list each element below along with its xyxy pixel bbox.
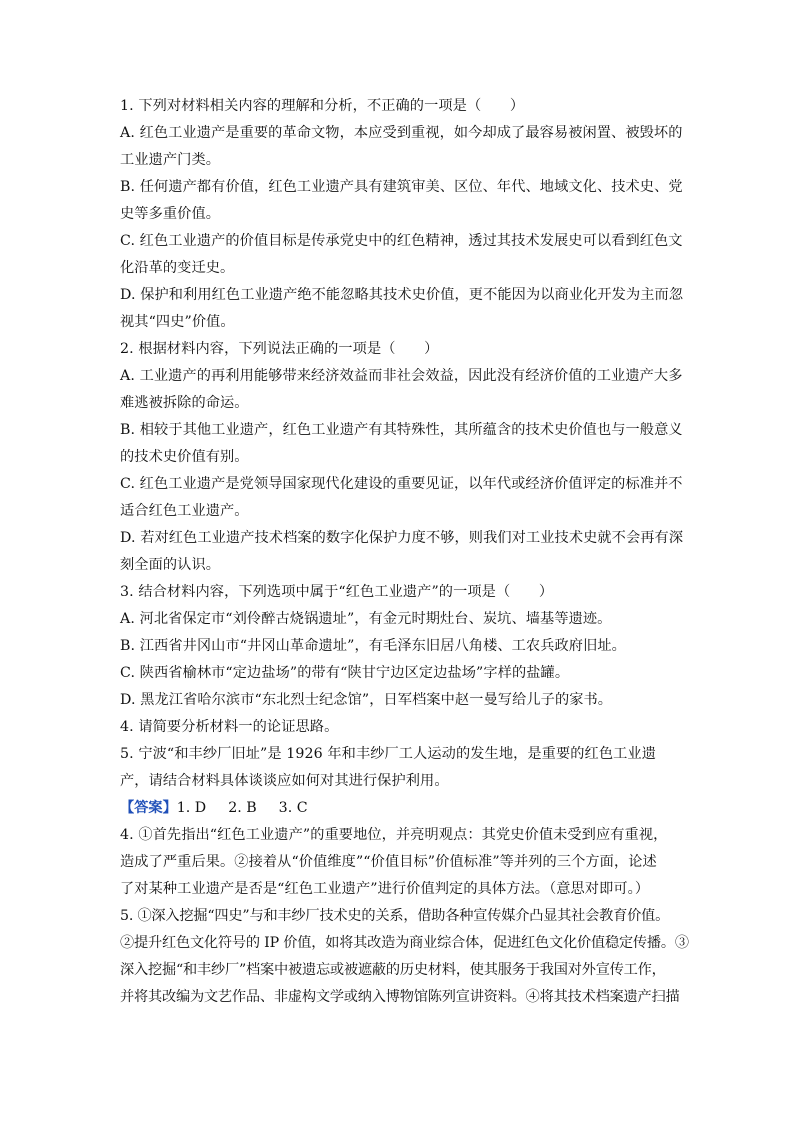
question-2-stem: 2. 根据材料内容，下列说法正确的一项是（ ） [120,341,439,357]
question-5-stem-line-1: 5. 宁波“和丰纱厂旧址”是 1926 年和丰纱厂工人运动的发生地，是重要的红色工业遗 [120,746,656,762]
question-4-stem: 4. 请简要分析材料一的论证思路。 [120,719,339,735]
question-3-option-c: C. 陕西省榆林市“定边盐场”的带有“陕甘宁边区定边盐场”字样的盐罐。 [120,665,570,681]
answer-items [177,800,308,816]
question-5-stem-line-2: 产，请结合材料具体谈谈应如何对其进行保护利用。 [120,773,449,789]
answer-item-1: 1. D [176,800,207,816]
answer-4-line-2: 造成了严重后果。②接着从“价值维度”“价值目标”价值标准”等并列的三个方面，论述 [120,854,657,870]
question-1-option-a-line-1: A. 红色工业遗产是重要的革命文物，本应受到重视，如今却成了最容易被闲置、被毁坏的 [120,125,683,141]
answer-item-3: 3. C [278,800,308,816]
question-1-option-c-line-1: C. 红色工业遗产的价值目标是传承党史中的红色精神，透过其技术发展史可以看到红色文 [120,233,683,249]
document-page [120,93,689,1011]
question-1-stem: 1. 下列对材料相关内容的理解和分析，不正确的一项是（ ） [120,98,525,114]
question-2-option-b-line-1: B. 相较于其他工业遗产，红色工业遗产有其特殊性，其所蕴含的技术史价值也与一般意义 [120,422,683,438]
answer-5-line-4: 并将其改编为文艺作品、非虚构文学或纳入博物馆陈列宣讲资料。④将其技术档案遗产扫描 [120,989,680,1005]
question-2-option-c-line-1: C. 红色工业遗产是党领导国家现代化建设的重要见证，以年代或经济价值评定的标准并不 [120,476,683,492]
answer-4-line-1: 4. ①首先指出“红色工业遗产”的重要地位，并亮明观点：其党史价值未受到应有重视， [120,827,668,843]
question-2-option-a-line-1: A. 工业遗产的再利用能够带来经济效益而非社会效益，因此没有经济价值的工业遗产大多 [120,368,683,384]
question-1-option-b-line-1: B. 任何遗产都有价值，红色工业遗产具有建筑审美、区位、年代、地域文化、技术史、党 [120,179,683,195]
answer-4-line-3: 了对某种工业遗产是否是“红色工业遗产”进行价值判定的具体方法。（意思对即可。） [120,881,650,897]
question-1-option-d-line-1: D. 保护和利用红色工业遗产绝不能忽略其技术史价值，更不能因为以商业化开发为主而忽 [120,287,684,303]
answer-tag: 【答案】 [120,800,177,816]
question-3-stem: 3. 结合材料内容，下列选项中属于“红色工业遗产”的一项是（ ） [120,584,554,600]
question-2-option-c-line-2: 适合红色工业遗产。 [120,503,249,519]
answer-5-line-1: 5. ①深入挖掘“四史”与和丰纱厂技术史的关系，借助各种宣传媒介凸显其社会教育价值。 [120,908,670,924]
question-2-option-b-line-2: 的技术史价值有别。 [120,449,249,465]
question-3-option-a: A. 河北省保定市“刘伶醉古烧锅遗址”，有金元时期灶台、炭坑、墙基等遗迹。 [120,611,612,627]
answer-5-line-3: 深入挖掘“和丰纱厂”档案中被遗忘或被遮蔽的历史材料，使其服务于我国对外宣传工作， [120,962,666,978]
question-3-option-b: B. 江西省井冈山市“井冈山革命遗址”，有毛泽东旧居八角楼、工农兵政府旧址。 [120,638,626,654]
question-2-option-d-line-1: D. 若对红色工业遗产技术档案的数字化保护力度不够，则我们对工业技术史就不会再有深 [120,530,684,546]
question-2-option-a-line-2: 难逃被拆除的命运。 [120,395,249,411]
question-3-option-d: D. 黑龙江省哈尔滨市“东北烈士纪念馆”，日军档案中赵一曼写给儿子的家书。 [120,692,613,708]
question-1-option-b-line-2: 史等多重价值。 [120,206,221,222]
answer-5-line-2: ②提升红色文化符号的 IP 价值，如将其改造为商业综合体，促进红色文化价值稳定传播。③ [120,935,689,951]
question-2-option-d-line-2: 刻全面的认识。 [120,557,221,573]
question-1-option-c-line-2: 化沿革的变迁史。 [120,260,235,276]
answer-item-2: 2. B [228,800,257,816]
question-1-option-a-line-2: 工业遗产门类。 [120,152,221,168]
answer-row [120,795,680,822]
question-1-option-d-line-2: 视其“四史”价值。 [120,314,235,330]
